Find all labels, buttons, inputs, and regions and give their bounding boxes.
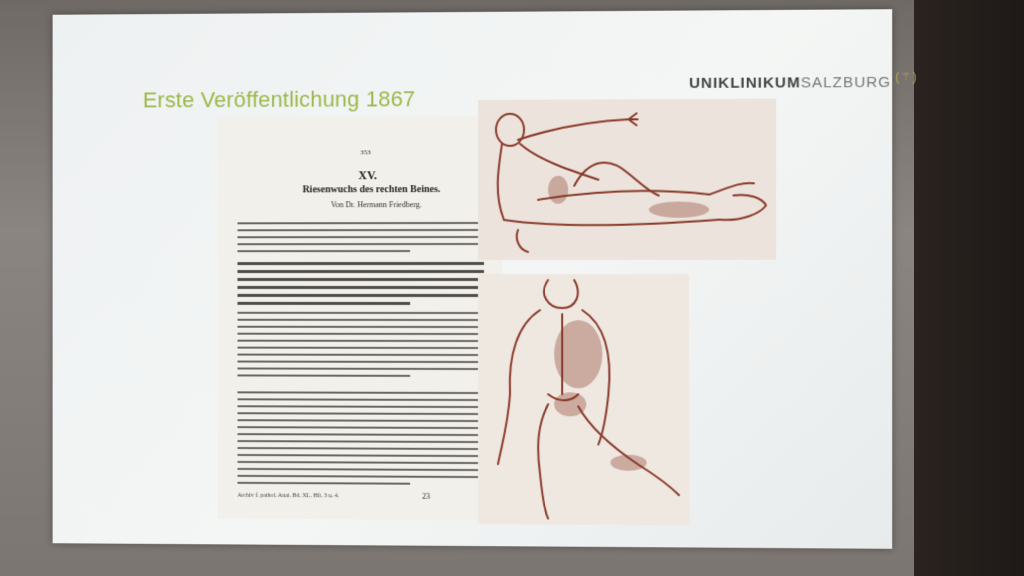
slide-title: Erste Veröffentlichung 1867: [142, 86, 416, 113]
article-section-number: XV.: [358, 168, 378, 183]
article-footer-citation: Archiv f. pathol. Anat. Bd. XL. Hft. 3 u. 4.: [237, 492, 339, 500]
drawing-patient-back-view: [478, 274, 689, 525]
article-intro-paragraph: [237, 222, 484, 257]
article-author: Von Dr. Hermann Friedberg.: [330, 200, 422, 210]
logo-mark-icon: (⚚): [895, 69, 918, 84]
article-body-paragraph-2: [237, 391, 484, 490]
logo-part-1: UNIKLINIKUM: [689, 74, 801, 92]
article-footer-page-number: 23: [422, 491, 431, 501]
logo-part-2: SALZBURG: [800, 73, 892, 92]
drawing-reclining-patient: [478, 99, 776, 260]
article-body-paragraph-1: [237, 312, 484, 382]
article-page: [218, 116, 502, 520]
room-background: [914, 0, 1024, 576]
article-page-number: 353: [360, 148, 371, 157]
article-summary-paragraph: [237, 262, 484, 310]
projected-slide: [53, 9, 918, 549]
article-title: Riesenwuchs des rechten Beines.: [302, 184, 441, 196]
uniklinikum-logo: [689, 69, 918, 92]
